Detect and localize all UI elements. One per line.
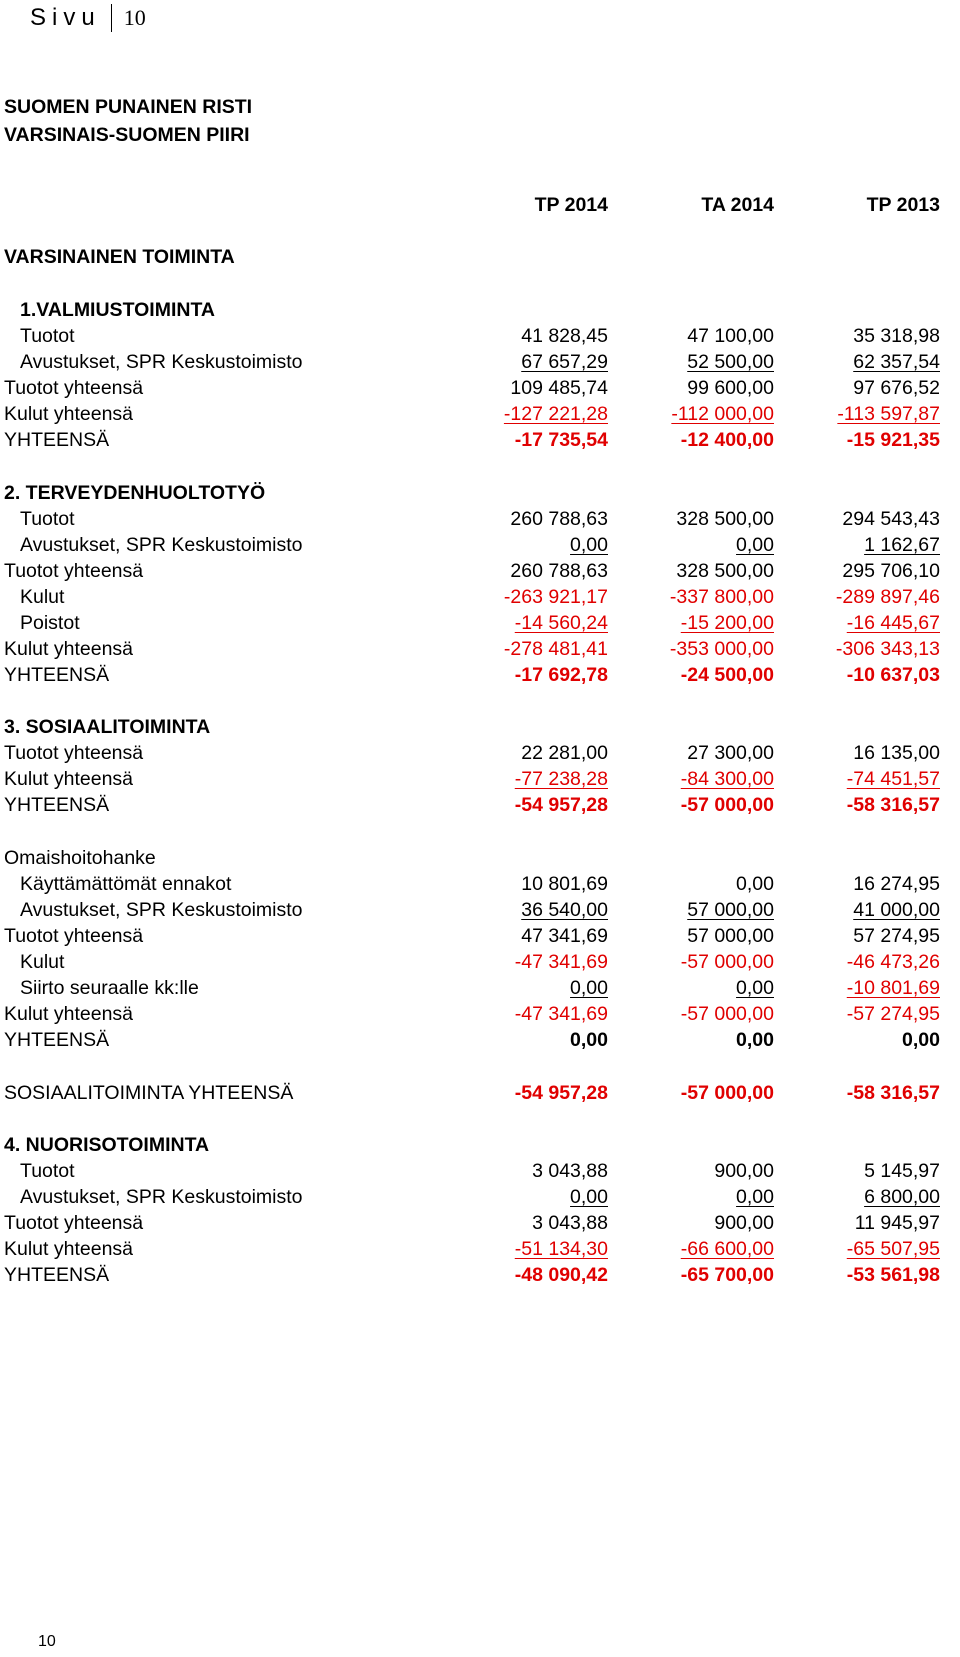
table-row xyxy=(0,349,960,376)
value-cell: -57 000,00 xyxy=(680,951,774,973)
value-cell: -74 451,57 xyxy=(846,768,940,790)
row-label: Tuotot yhteensä xyxy=(4,560,144,582)
table-row xyxy=(0,714,960,741)
value-cell: 0,00 xyxy=(570,534,608,556)
value-cell: -57 274,95 xyxy=(846,1003,940,1025)
row-label: Kulut yhteensä xyxy=(4,768,134,790)
value-cell: 0,00 xyxy=(570,977,608,999)
value-cell: -65 507,95 xyxy=(846,1238,940,1260)
value-cell: 295 706,10 xyxy=(842,560,940,582)
table-row xyxy=(0,297,960,324)
row-label: Omaishoitohanke xyxy=(4,847,156,869)
value-cell: -58 316,57 xyxy=(846,794,940,816)
table-row xyxy=(0,532,960,559)
organization-name xyxy=(4,93,252,149)
value-cell: 35 318,98 xyxy=(853,325,940,347)
value-cell: 57 274,95 xyxy=(853,925,940,947)
row-label: YHTEENSÄ xyxy=(4,429,110,451)
table-row xyxy=(0,1262,960,1289)
table-row xyxy=(0,401,960,428)
table-row xyxy=(0,975,960,1002)
column-headers xyxy=(0,192,960,219)
value-cell: 11 945,97 xyxy=(854,1212,940,1234)
value-cell: 328 500,00 xyxy=(676,508,774,530)
value-cell: -24 500,00 xyxy=(680,664,774,686)
page-header xyxy=(30,0,146,32)
table-row xyxy=(0,427,960,454)
table-row xyxy=(0,792,960,819)
value-cell: 67 657,29 xyxy=(521,351,608,373)
section-heading: 3. SOSIAALITOIMINTA xyxy=(4,716,211,738)
table-row xyxy=(0,1001,960,1028)
value-cell: 57 000,00 xyxy=(687,899,774,921)
value-cell: -14 560,24 xyxy=(514,612,608,634)
row-label: Tuotot xyxy=(20,325,75,347)
value-cell: -15 200,00 xyxy=(680,612,774,634)
value-cell: 41 000,00 xyxy=(853,899,940,921)
table-row xyxy=(0,323,960,350)
value-cell: 57 000,00 xyxy=(687,925,774,947)
value-cell: -263 921,17 xyxy=(503,586,608,608)
table-row xyxy=(0,1080,960,1107)
page-label: Sivu xyxy=(30,4,101,31)
value-cell: 0,00 xyxy=(736,1186,774,1208)
value-cell: 22 281,00 xyxy=(521,742,608,764)
value-cell: -306 343,13 xyxy=(835,638,940,660)
value-cell: 260 788,63 xyxy=(510,508,608,530)
organization-line-2: VARSINAIS-SUOMEN PIIRI xyxy=(4,124,250,146)
table-row xyxy=(0,610,960,637)
value-cell: -12 400,00 xyxy=(680,429,774,451)
value-cell: 41 828,45 xyxy=(521,325,608,347)
row-label: Avustukset, SPR Keskustoimisto xyxy=(20,534,303,556)
value-cell: 109 485,74 xyxy=(510,377,608,399)
row-label: Kulut yhteensä xyxy=(4,1003,134,1025)
value-cell: -15 921,35 xyxy=(846,429,940,451)
value-cell: 47 100,00 xyxy=(687,325,774,347)
table-row xyxy=(0,740,960,767)
value-cell: -10 801,69 xyxy=(846,977,940,999)
table-row xyxy=(0,506,960,533)
value-cell: 900,00 xyxy=(714,1212,774,1234)
row-label: Poistot xyxy=(20,612,80,634)
value-cell: 3 043,88 xyxy=(532,1212,608,1234)
row-label: Kulut yhteensä xyxy=(4,403,134,425)
value-cell: -17 692,78 xyxy=(514,664,608,686)
value-cell: 1 162,67 xyxy=(864,534,940,556)
value-cell: -278 481,41 xyxy=(503,638,608,660)
value-cell: 47 341,69 xyxy=(521,925,608,947)
section-heading: VARSINAINEN TOIMINTA xyxy=(4,246,235,268)
value-cell: 0,00 xyxy=(902,1029,940,1051)
row-label: YHTEENSÄ xyxy=(4,664,110,686)
value-cell: -77 238,28 xyxy=(514,768,608,790)
table-row xyxy=(0,244,960,271)
value-cell: -54 957,28 xyxy=(514,794,608,816)
row-label: YHTEENSÄ xyxy=(4,794,110,816)
value-cell: 5 145,97 xyxy=(864,1160,940,1182)
value-cell: 0,00 xyxy=(736,1029,774,1051)
row-label: YHTEENSÄ xyxy=(4,1029,110,1051)
value-cell: -66 600,00 xyxy=(680,1238,774,1260)
value-cell: 0,00 xyxy=(736,873,774,895)
header-page-number: 10 xyxy=(123,5,146,30)
table-row xyxy=(0,923,960,950)
value-cell: 260 788,63 xyxy=(510,560,608,582)
table-row xyxy=(0,558,960,585)
row-label: Kulut xyxy=(20,951,65,973)
row-label: Avustukset, SPR Keskustoimisto xyxy=(20,351,303,373)
value-cell: -54 957,28 xyxy=(514,1082,608,1104)
table-row xyxy=(0,1132,960,1159)
row-label: Tuotot xyxy=(20,508,75,530)
value-cell: -337 800,00 xyxy=(669,586,774,608)
value-cell: 3 043,88 xyxy=(532,1160,608,1182)
row-label: Tuotot xyxy=(20,1160,75,1182)
value-cell: -47 341,69 xyxy=(514,951,608,973)
value-cell: 0,00 xyxy=(736,977,774,999)
value-cell: -58 316,57 xyxy=(846,1082,940,1104)
value-cell: 0,00 xyxy=(570,1186,608,1208)
value-cell: 16 135,00 xyxy=(853,742,940,764)
organization-line-1: SUOMEN PUNAINEN RISTI xyxy=(4,96,253,118)
value-cell: 16 274,95 xyxy=(853,873,940,895)
row-label: Tuotot yhteensä xyxy=(4,742,144,764)
value-cell: -84 300,00 xyxy=(680,768,774,790)
value-cell: 294 543,43 xyxy=(842,508,940,530)
table-row xyxy=(0,897,960,924)
value-cell: 99 600,00 xyxy=(687,377,774,399)
value-cell: 6 800,00 xyxy=(864,1186,940,1208)
value-cell: -53 561,98 xyxy=(846,1264,940,1286)
row-label: Kulut yhteensä xyxy=(4,638,134,660)
row-label: Siirto seuraalle kk:lle xyxy=(20,977,199,999)
value-cell: -65 700,00 xyxy=(680,1264,774,1286)
row-label: SOSIAALITOIMINTA YHTEENSÄ xyxy=(4,1082,294,1104)
value-cell: -51 134,30 xyxy=(514,1238,608,1260)
row-label: Kulut xyxy=(20,586,65,608)
value-cell: -48 090,42 xyxy=(514,1264,608,1286)
value-cell: -113 597,87 xyxy=(837,403,940,425)
table-row xyxy=(0,1184,960,1211)
value-cell: 62 357,54 xyxy=(853,351,940,373)
row-label: Avustukset, SPR Keskustoimisto xyxy=(20,899,303,921)
value-cell: 0,00 xyxy=(736,534,774,556)
header-divider xyxy=(111,4,112,32)
table-row xyxy=(0,480,960,507)
value-cell: -16 445,67 xyxy=(846,612,940,634)
table-row xyxy=(0,871,960,898)
section-heading: 1.VALMIUSTOIMINTA xyxy=(20,299,215,321)
value-cell: 328 500,00 xyxy=(676,560,774,582)
value-cell: -57 000,00 xyxy=(680,1082,774,1104)
section-heading: 2. TERVEYDENHUOLTOTYÖ xyxy=(4,482,266,504)
table-row xyxy=(0,766,960,793)
value-cell: -10 637,03 xyxy=(846,664,940,686)
value-cell: -17 735,54 xyxy=(514,429,608,451)
value-cell: -289 897,46 xyxy=(835,586,940,608)
section-heading: 4. NUORISOTOIMINTA xyxy=(4,1134,210,1156)
value-cell: -57 000,00 xyxy=(680,794,774,816)
table-row xyxy=(0,662,960,689)
table-row xyxy=(0,1236,960,1263)
value-cell: -127 221,28 xyxy=(503,403,608,425)
footer-page-number: 10 xyxy=(38,1633,56,1650)
value-cell: -353 000,00 xyxy=(669,638,774,660)
value-cell: 52 500,00 xyxy=(687,351,774,373)
row-label: Tuotot yhteensä xyxy=(4,377,144,399)
value-cell: 27 300,00 xyxy=(687,742,774,764)
value-cell: 0,00 xyxy=(570,1029,608,1051)
row-label: Tuotot yhteensä xyxy=(4,925,144,947)
table-row xyxy=(0,1210,960,1237)
row-label: Tuotot yhteensä xyxy=(4,1212,144,1234)
table-row xyxy=(0,584,960,611)
value-cell: -57 000,00 xyxy=(680,1003,774,1025)
value-cell: 36 540,00 xyxy=(521,899,608,921)
row-label: Kulut yhteensä xyxy=(4,1238,134,1260)
row-label: Käyttämättömät ennakot xyxy=(20,873,232,895)
table-row xyxy=(0,845,960,872)
row-label: Avustukset, SPR Keskustoimisto xyxy=(20,1186,303,1208)
table-row xyxy=(0,375,960,402)
table-row xyxy=(0,1158,960,1185)
value-cell: 900,00 xyxy=(714,1160,774,1182)
row-label: YHTEENSÄ xyxy=(4,1264,110,1286)
table-row xyxy=(0,636,960,663)
column-header-tp-2013: TP 2013 xyxy=(866,194,940,216)
value-cell: -47 341,69 xyxy=(514,1003,608,1025)
value-cell: 10 801,69 xyxy=(521,873,608,895)
value-cell: -46 473,26 xyxy=(846,951,940,973)
column-header-ta-2014: TA 2014 xyxy=(701,194,774,216)
table-row xyxy=(0,949,960,976)
column-header-tp-2014: TP 2014 xyxy=(534,194,608,216)
value-cell: 97 676,52 xyxy=(853,377,940,399)
table-row xyxy=(0,1027,960,1054)
value-cell: -112 000,00 xyxy=(671,403,774,425)
